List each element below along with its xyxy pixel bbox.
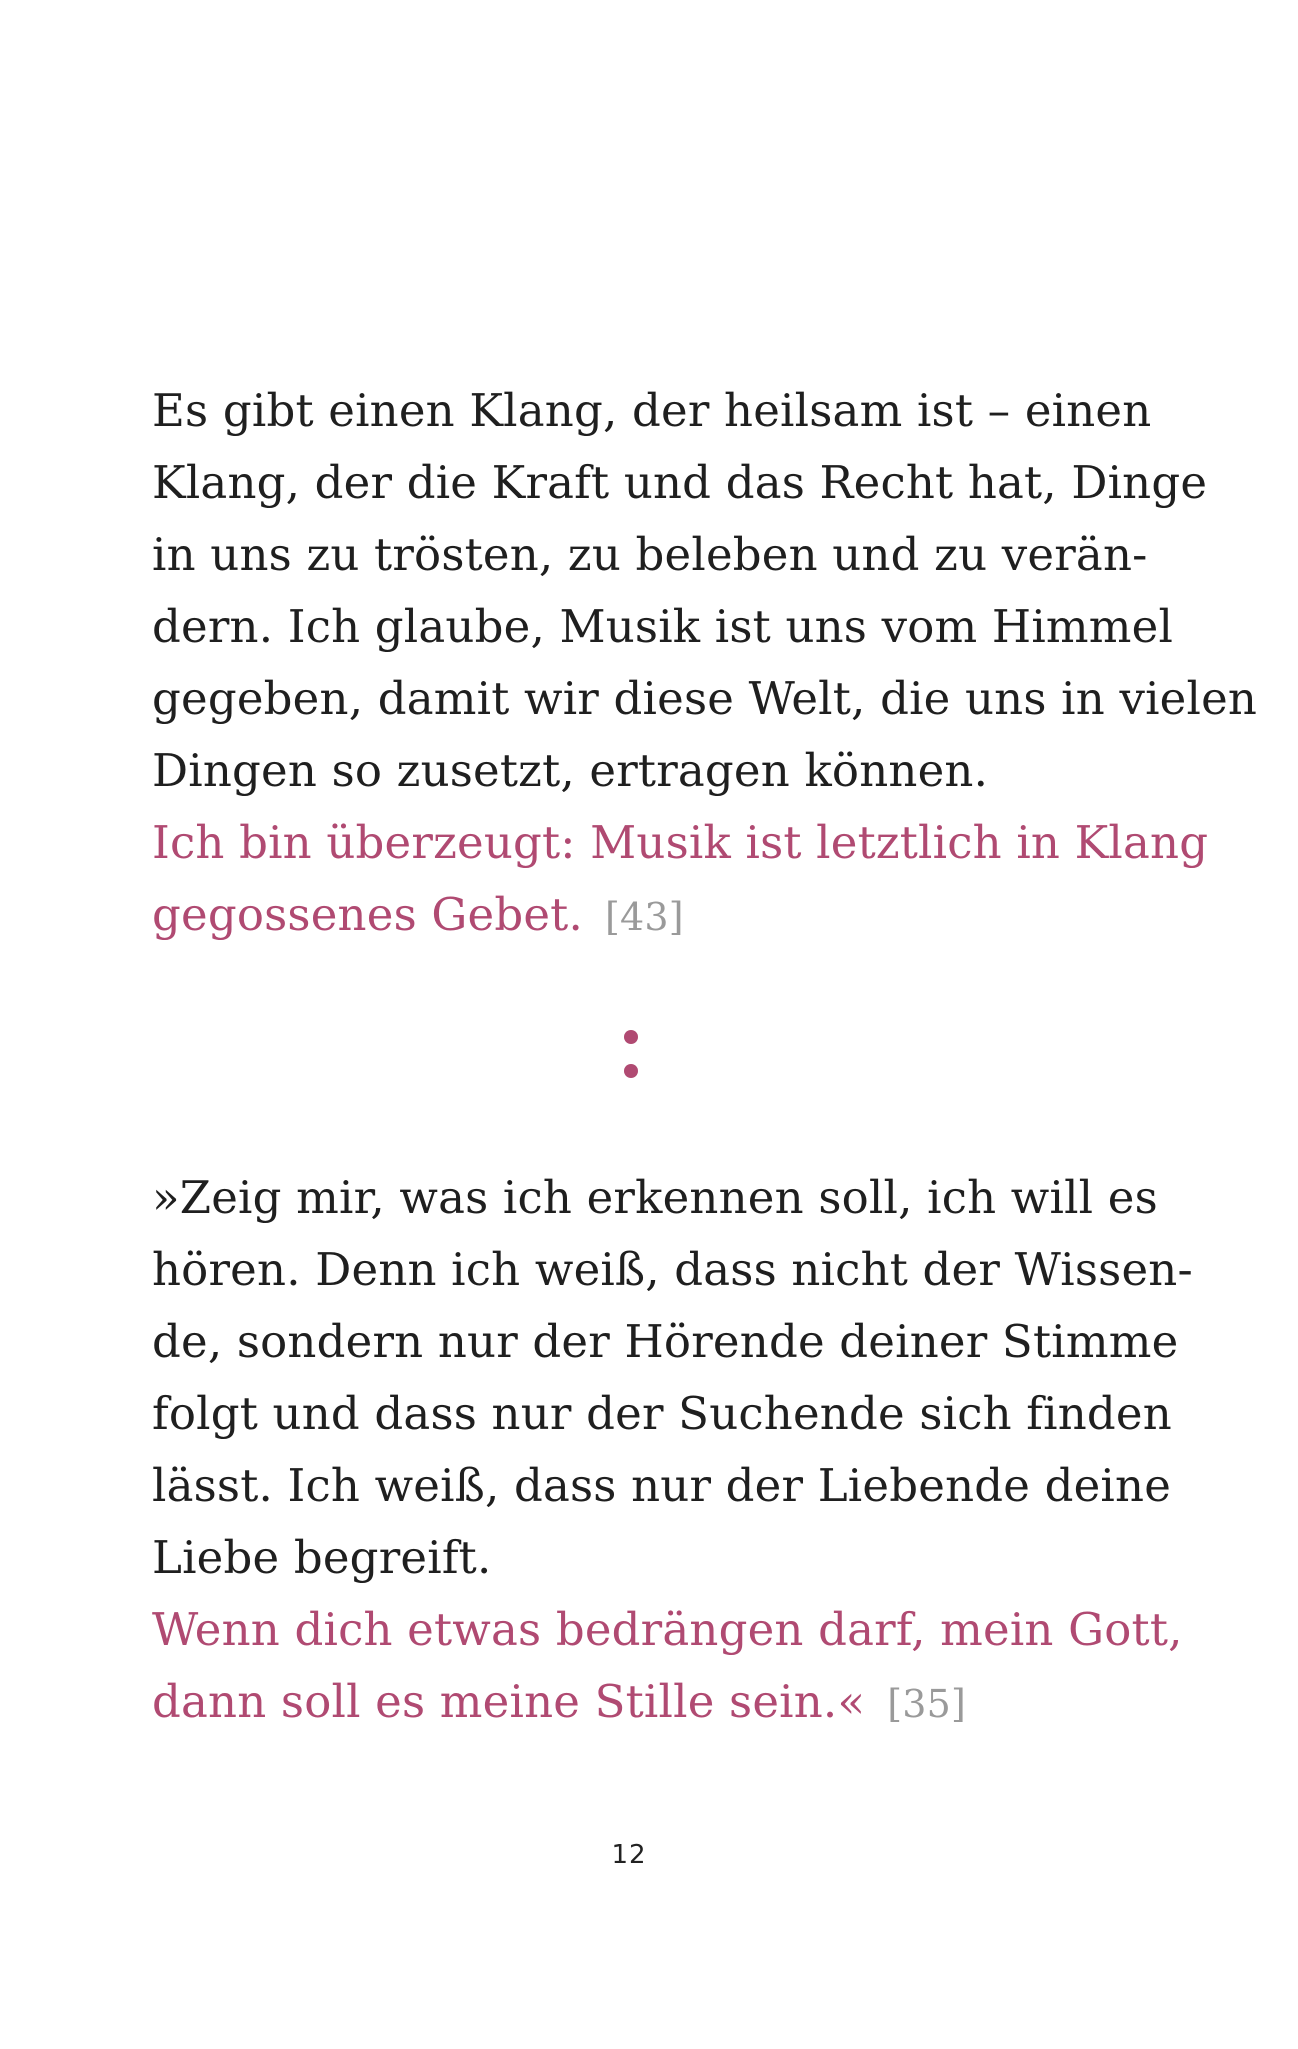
passage-2 [152, 1162, 1193, 1738]
passage-1-line: Klang, der die Kraft und das Recht hat, Dinge [152, 456, 1208, 509]
passage-1-line: gegeben, damit wir diese Welt, die uns in vielen [152, 672, 1258, 725]
passage-1-line: dern. Ich glaube, Musik ist uns vom Himmel [152, 600, 1174, 653]
passage-2-highlight-last-line [152, 1666, 1112, 1738]
passage-2-line: »Zeig mir, was ich erkennen soll, ich will es [152, 1171, 1158, 1224]
passage-2-line: folgt und dass nur der Suchende sich finden [152, 1387, 1172, 1440]
passage-1-highlight-text: gegossenes Gebet. [152, 888, 583, 941]
passage-1-line: Dingen so zusetzt, ertragen können. [152, 744, 989, 797]
passage-2-highlight-text: dann soll es meine Stille sein.« [152, 1675, 866, 1728]
passage-2-line: de, sondern nur der Hörende deiner Stimme [152, 1315, 1179, 1368]
passage-1-line: in uns zu trösten, zu beleben und zu verän- [152, 528, 1148, 581]
page-number: 12 [611, 1840, 647, 1870]
passage-2-line: Liebe begreift. [152, 1531, 492, 1584]
separator-dot-top [624, 1030, 638, 1044]
passage-2-reference: [35] [887, 1682, 966, 1726]
passage-2-highlight-line: Wenn dich etwas bedrängen darf, mein Gott, [152, 1603, 1183, 1656]
passage-2-line: hören. Denn ich weiß, dass nicht der Wissen- [152, 1243, 1193, 1296]
section-separator-colon [624, 1030, 640, 1080]
passage-1-highlight-line: Ich bin überzeugt: Musik ist letztlich in Klang [152, 816, 1209, 869]
passage-1-line: Es gibt einen Klang, der heilsam ist – einen [152, 384, 1152, 437]
passage-2-line: lässt. Ich weiß, dass nur der Liebende deine [152, 1459, 1172, 1512]
passage-1-reference: [43] [604, 895, 684, 939]
separator-dot-bottom [624, 1064, 638, 1078]
passage-1-highlight-last-line [152, 879, 1112, 951]
passage-1 [152, 375, 1258, 951]
